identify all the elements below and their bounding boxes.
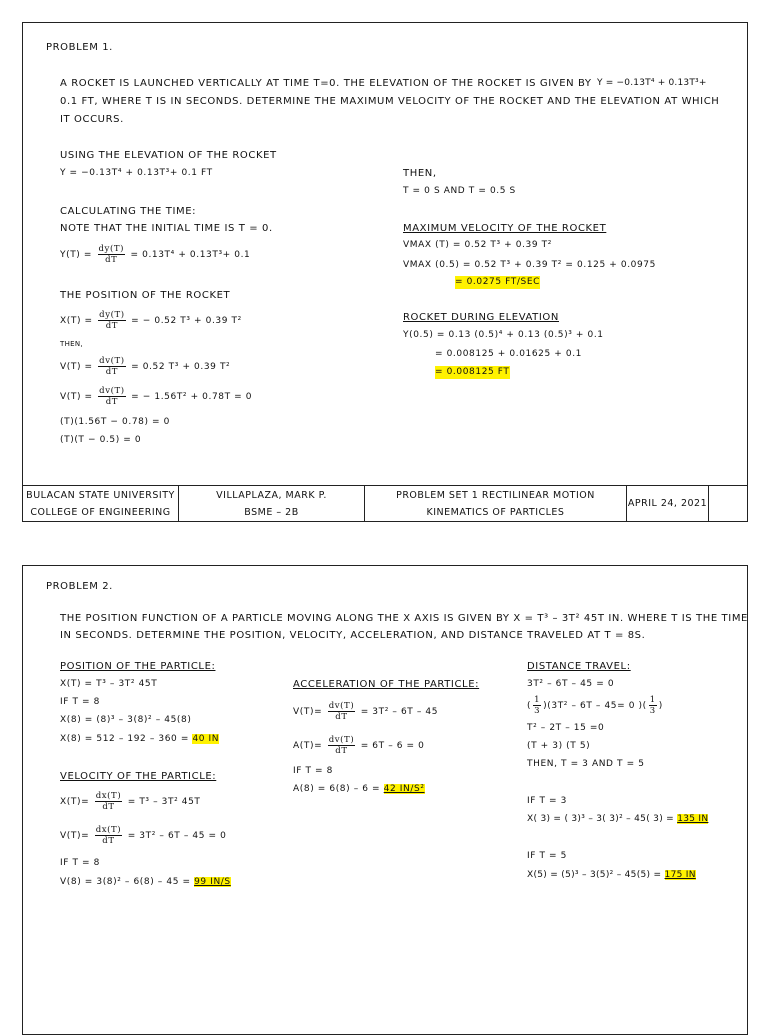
footer-problem-set-cell: [365, 486, 627, 522]
distance-line-2: [527, 694, 663, 718]
velocity-line-2-rhs: = 3T² – 6T – 45 = 0: [127, 831, 227, 841]
y-of-t-lhs: Y(T) =: [60, 250, 93, 260]
acceleration-line-4: [293, 783, 425, 796]
dv-dt-fraction: [98, 386, 126, 407]
position-line-2: IF T = 8: [60, 697, 100, 707]
footer-problem-set: PROBLEM SET 1 RECTILINEAR MOTION: [396, 490, 595, 501]
title-block-footer: [23, 485, 747, 522]
footer-school: BULACAN STATE UNIVERSITY: [26, 490, 175, 501]
fraction-denominator: dT: [105, 255, 118, 265]
acceleration-particle-heading: ACCELERATION OF THE PARTICLE:: [293, 679, 480, 690]
fraction-numerator: 1: [534, 695, 541, 705]
position-answer: 40 IN: [192, 734, 220, 744]
position-line-3: X(8) = (8)³ – 3(8)² – 45(8): [60, 715, 192, 725]
v-of-t-equation-1: [60, 353, 230, 381]
fraction-numerator: 1: [649, 695, 656, 705]
fraction-numerator: dx(T): [95, 791, 122, 801]
footer-student-name: VILLAPLAZA, MARK P.: [216, 490, 327, 501]
position-line-4: [60, 733, 219, 746]
distance-line-1: 3T² – 6T – 45 = 0: [527, 679, 615, 689]
v-of-t-rhs-2: = − 1.56T² + 0.78T = 0: [131, 392, 253, 402]
distance-line-9: [527, 869, 696, 882]
factor-line-1: (T)(1.56T − 0.78) = 0: [60, 417, 170, 427]
fraction-denominator: dT: [105, 321, 119, 331]
acceleration-line-2-rhs: = 6T – 6 = 0: [360, 741, 425, 751]
v-of-t-lhs: V(T) =: [60, 362, 93, 372]
elevation-heading: ROCKET DURING ELEVATION: [403, 312, 559, 323]
distance-line-4: (T + 3) (T 5): [527, 741, 591, 751]
fraction-numerator: dv(T): [99, 356, 125, 366]
footer-topic: KINEMATICS OF PARTICLES: [426, 507, 565, 518]
problem-1-statement-line1b: Y = −0.13T⁴ + 0.13T³+: [597, 78, 707, 88]
fraction-numerator: dx(T): [95, 825, 122, 835]
fraction-numerator: dv(T): [328, 735, 355, 745]
using-elevation-heading: USING THE ELEVATION OF THE ROCKET: [60, 150, 277, 161]
elevation-equation: Y = −0.13T⁴ + 0.13T³+ 0.1 FT: [60, 168, 213, 178]
fraction-numerator: dy(T): [98, 244, 125, 254]
acceleration-line-2-lhs: A(T)=: [293, 741, 323, 751]
fraction-denominator: dT: [335, 712, 348, 722]
footer-section: BSME – 2B: [244, 507, 299, 518]
x-of-t-rhs: = − 0.52 T³ + 0.39 T²: [131, 316, 242, 326]
problem-1-statement-line2: 0.1 FT, WHERE T IS IN SECONDS. DETERMINE THE MAXIMUM VELOCITY OF THE ROCKET AND THE ELEVATION AT WHICH: [60, 96, 720, 107]
distance-line-3: T² – 2T – 15 =0: [527, 723, 605, 733]
acceleration-line-4-text: A(8) = 6(8) – 6 =: [293, 784, 381, 794]
y-of-t-rhs: = 0.13T⁴ + 0.13T³+ 0.1: [130, 250, 251, 260]
dy-dt-fraction: [98, 244, 126, 265]
fraction-numerator: dy(T): [99, 310, 125, 320]
acceleration-answer: 42 IN/S²: [383, 784, 425, 794]
velocity-particle-heading: VELOCITY OF THE PARTICLE:: [60, 771, 217, 782]
fraction-denominator: dT: [105, 397, 119, 407]
position-line-4-text: X(8) = 512 – 192 – 360 =: [60, 734, 189, 744]
dy-dt-fraction: [98, 310, 126, 331]
v-of-t-lhs: V(T) =: [60, 392, 93, 402]
distance-answer-1: 135 IN: [677, 814, 709, 824]
problem-2-statement-line1: THE POSITION FUNCTION OF A PARTICLE MOVING ALONG THE X AXIS IS GIVEN BY X = T³ – 3T² 45T IN. WHERE T IS THE TIME: [60, 613, 748, 624]
fraction-denominator: 3: [534, 706, 541, 716]
velocity-line-2: [60, 822, 226, 850]
acceleration-line-2: [293, 732, 424, 760]
problem-2-statement-line2: IN SECONDS. DETERMINE THE POSITION, VELOCITY, ACCELERATION, AND DISTANCE TRAVELED AT T = 8S.: [60, 630, 646, 641]
distance-answer-2: 175 IN: [664, 870, 696, 880]
velocity-line-1: [60, 788, 201, 816]
distance-line-2-close: ): [658, 701, 663, 711]
acceleration-line-1-rhs: = 3T² – 6T – 45: [360, 707, 439, 717]
velocity-line-4-text: V(8) = 3(8)² – 6(8) – 45 =: [60, 877, 191, 887]
velocity-line-4: [60, 876, 231, 889]
dv-dt-fraction: [98, 356, 126, 377]
distance-line-7: [527, 813, 708, 826]
fraction-denominator: 3: [649, 706, 656, 716]
one-third-fraction: [533, 695, 541, 716]
velocity-answer: 99 IN/S: [194, 877, 231, 887]
distance-line-9-text: X(5) = (5)³ – 3(5)² – 45(5) =: [527, 870, 662, 880]
factor-line-2: (T)(T − 0.5) = 0: [60, 435, 142, 445]
y-of-t-equation: [60, 241, 250, 269]
problem-2-title: PROBLEM 2.: [46, 581, 113, 592]
then-label-2: THEN,: [403, 168, 437, 179]
problem-1-statement-line3: IT OCCURS.: [60, 114, 124, 125]
vmax-line-2: VMAX (0.5) = 0.52 T³ + 0.39 T² = 0.125 + 0.0975: [403, 260, 656, 270]
calculating-time-heading: CALCULATING THE TIME:: [60, 206, 197, 217]
then-label-1: THEN,: [60, 340, 83, 348]
distance-line-2-middle: )(3T² – 6T – 45= 0 )(: [543, 701, 647, 711]
acceleration-line-1: [293, 698, 438, 726]
initial-time-note: NOTE THAT THE INITIAL TIME IS T = 0.: [60, 223, 273, 234]
velocity-line-1-lhs: X(T)=: [60, 797, 90, 807]
footer-school-cell: [23, 486, 179, 522]
velocity-line-3: IF T = 8: [60, 858, 100, 868]
velocity-line-1-rhs: = T³ – 3T² 45T: [127, 797, 201, 807]
x-of-t-lhs: X(T) =: [60, 316, 93, 326]
one-third-fraction: [649, 695, 657, 716]
problem-1-title: PROBLEM 1.: [46, 42, 113, 53]
max-velocity-heading: MAXIMUM VELOCITY OF THE ROCKET: [403, 223, 607, 234]
acceleration-line-1-lhs: V(T)=: [293, 707, 323, 717]
dx-dt-fraction: [95, 791, 123, 812]
distance-line-8: IF T = 5: [527, 851, 567, 861]
roots-line: T = 0 S AND T = 0.5 S: [403, 186, 516, 196]
vmax-answer: = 0.0275 FT/SEC: [455, 277, 540, 287]
fraction-denominator: dT: [102, 836, 115, 846]
problem-2-sheet: [22, 565, 748, 1035]
velocity-line-2-lhs: V(T)=: [60, 831, 90, 841]
distance-line-2-open: (: [527, 701, 532, 711]
dv-dt-fraction: [328, 701, 356, 722]
fraction-denominator: dT: [105, 367, 119, 377]
elevation-line-1: Y(0.5) = 0.13 (0.5)⁴ + 0.13 (0.5)³ + 0.1: [403, 330, 604, 340]
problem-1-statement-line1a: A ROCKET IS LAUNCHED VERTICALLY AT TIME T=0. THE ELEVATION OF THE ROCKET IS GIVEN BY: [60, 78, 592, 89]
position-particle-heading: POSITION OF THE PARTICLE:: [60, 661, 216, 672]
elevation-line-2: = 0.008125 + 0.01625 + 0.1: [435, 349, 583, 359]
footer-date-cell: [627, 486, 709, 522]
v-of-t-rhs-1: = 0.52 T³ + 0.39 T²: [131, 362, 231, 372]
elevation-answer: = 0.008125 FT: [435, 367, 510, 377]
distance-line-6: IF T = 3: [527, 796, 567, 806]
footer-college: COLLEGE OF ENGINEERING: [30, 507, 171, 518]
distance-travel-heading: DISTANCE TRAVEL:: [527, 661, 631, 672]
fraction-denominator: dT: [102, 802, 115, 812]
dv-dt-fraction: [328, 735, 356, 756]
position-heading: THE POSITION OF THE ROCKET: [60, 290, 231, 301]
footer-student-cell: [179, 486, 365, 522]
problem-1-sheet: [22, 22, 748, 522]
footer-date: APRIL 24, 2021: [627, 498, 708, 509]
vmax-line-1: VMAX (T) = 0.52 T³ + 0.39 T²: [403, 240, 552, 250]
x-of-t-equation: [60, 307, 242, 335]
acceleration-line-3: IF T = 8: [293, 766, 333, 776]
v-of-t-equation-2: [60, 383, 252, 411]
distance-line-5: THEN, T = 3 AND T = 5: [527, 759, 645, 769]
fraction-numerator: dv(T): [328, 701, 355, 711]
position-line-1: X(T) = T³ – 3T² 45T: [60, 679, 158, 689]
fraction-numerator: dv(T): [99, 386, 125, 396]
dx-dt-fraction: [95, 825, 123, 846]
fraction-denominator: dT: [335, 746, 348, 756]
distance-line-7-text: X( 3) = ( 3)³ – 3( 3)² – 45( 3) =: [527, 814, 675, 824]
